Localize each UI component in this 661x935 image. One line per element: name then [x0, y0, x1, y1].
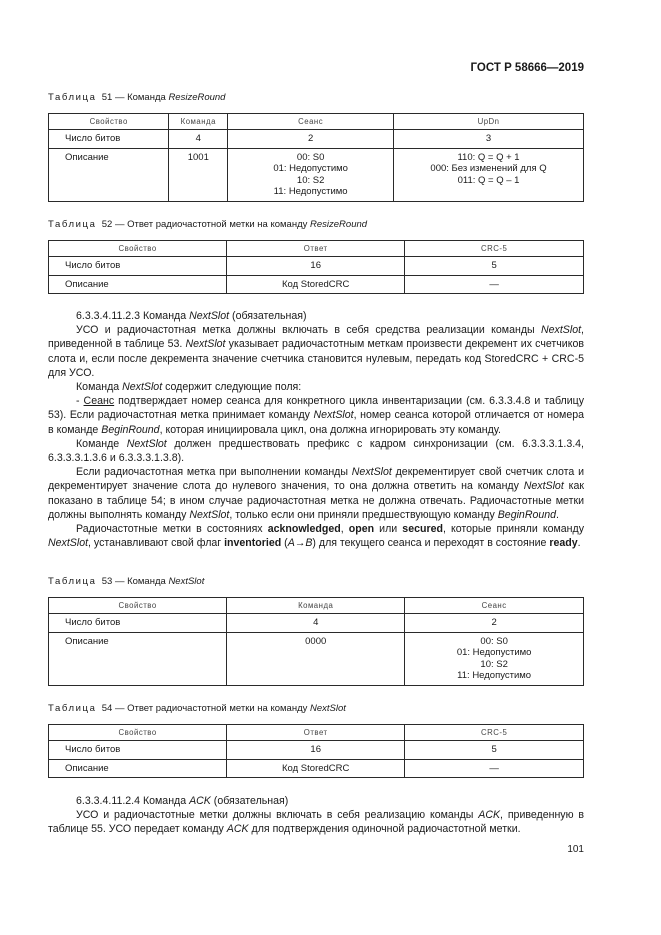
section-nextslot — [48, 309, 584, 550]
italic-term: NextSlot — [351, 466, 392, 479]
cell-line: 10: S2 — [480, 658, 508, 670]
table-nextslot — [48, 597, 584, 686]
cell-line: 110: Q = Q + 1 — [457, 151, 520, 163]
text-run: , номер сеанса которой отличается от номера в команде — [48, 409, 584, 436]
table-cell — [49, 257, 227, 276]
table-resizeround — [48, 113, 584, 202]
cell-line: 16 — [310, 260, 321, 271]
table-row — [49, 759, 584, 778]
italic-term: BeginRound — [497, 508, 557, 521]
text-run: . — [556, 508, 559, 521]
cell-line: Число битов — [65, 260, 121, 271]
text-run: для подтверждения одиночной радиочастотной метки. — [248, 823, 521, 836]
italic-term: BeginRound — [101, 423, 160, 436]
text-run: должен предшествовать префикс с кадром синхронизации (см. 6.3.3.3.1.3.4, 6.3.3.3.1.3.6 и 6.3.3.3.1.3.8). — [48, 437, 584, 465]
italic-term: NextSlot — [313, 409, 354, 422]
caption-command: ResizeRound — [168, 92, 226, 103]
table-cell — [227, 257, 405, 276]
text-run: УСО и радиочастотная метка должны включать в себя средства реализации команды — [76, 324, 541, 337]
table-cell — [227, 759, 405, 778]
text-run: подтверждает номер сеанса для конкретного цикла инвентаризации (см. 6.3.3.4.8 и таблицу 53). Если радиочастотная метка принимает команду — [48, 395, 584, 422]
column-header: Команда — [169, 114, 228, 130]
paragraph — [48, 323, 584, 380]
text-run: . — [577, 537, 581, 550]
table-row — [49, 614, 584, 633]
cell-line: Код StoredCRC — [282, 278, 350, 290]
caption-command: ResizeRound — [310, 219, 368, 230]
italic-term: NextSlot — [541, 324, 582, 337]
table-cell — [49, 130, 169, 149]
cell-line: Число битов — [65, 744, 121, 755]
bold-term: secured — [402, 523, 443, 536]
cell-line: 01: Недопустимо — [273, 163, 348, 174]
table-row — [49, 148, 584, 201]
cell-line: 00: S0 — [480, 635, 508, 647]
cell-line: 0000 — [305, 635, 327, 647]
cell-line: 16 — [310, 744, 321, 755]
bold-term: ready — [549, 537, 578, 550]
text-run: УСО и радиочастотные метки должны включать в себя реализацию команды — [76, 809, 479, 822]
italic-term: NextSlot — [523, 480, 564, 493]
text-run: Сеанс — [83, 395, 115, 408]
caption-label: Таблица — [48, 703, 97, 714]
caption-command: NextSlot — [168, 576, 205, 587]
table-cell — [49, 632, 227, 685]
caption-text: 51 — Команда — [101, 92, 169, 103]
column-header: Свойство — [49, 114, 169, 130]
table-cell — [228, 148, 394, 201]
table-cell — [169, 130, 228, 149]
table-cell — [227, 632, 405, 685]
table-resizeround-response — [48, 240, 584, 294]
text-run: Если радиочастотная метка при выполнении команды — [76, 466, 352, 479]
table-cell — [405, 759, 584, 778]
cell-line: 5 — [491, 744, 497, 755]
table-row — [49, 257, 584, 276]
table-header-row — [49, 241, 584, 257]
text-run: (обязательная) — [210, 795, 289, 807]
table-row — [49, 275, 584, 294]
paragraph — [48, 380, 584, 394]
cell-line: 4 — [313, 617, 319, 628]
cell-line: 10: S2 — [296, 174, 325, 186]
caption-label: Таблица — [48, 219, 97, 230]
text-run: 6.3.3.4.11.2.4 Команда — [76, 795, 190, 807]
paragraph — [48, 465, 584, 522]
table-caption — [48, 219, 367, 230]
table-cell — [49, 148, 169, 201]
table-cell — [228, 130, 394, 149]
text-run: , которая инициировала цикл, она должна игнорировать эту команду. — [159, 423, 501, 436]
cell-line: 11: Недопустимо — [273, 186, 348, 197]
section-heading — [48, 309, 584, 323]
text-run: Радиочастотные метки в состояниях — [76, 523, 268, 536]
table-cell — [169, 148, 228, 201]
section-ack — [48, 794, 584, 837]
table-cell — [405, 632, 584, 685]
cell-line: Число битов — [65, 617, 121, 628]
cell-line: 11: Недопустимо — [457, 670, 532, 681]
text-run: , которые приняли команду — [442, 523, 585, 536]
italic-term: A→B — [287, 537, 313, 550]
italic-term: ACK — [226, 823, 249, 836]
column-header: UpDn — [394, 114, 584, 130]
table-caption — [48, 92, 225, 103]
cell-line: 000: Без изменений для Q — [430, 163, 547, 174]
italic-term: NextSlot — [126, 437, 167, 450]
italic-term: NextSlot — [48, 537, 89, 550]
cell-line: 011: Q = Q – 1 — [457, 174, 520, 186]
caption-text: 54 — Ответ радиочастотной метки на команду — [101, 703, 311, 714]
table-cell — [49, 741, 227, 760]
table-cell — [227, 275, 405, 294]
column-header: Ответ — [227, 241, 405, 257]
table-header-row — [49, 725, 584, 741]
italic-term: ACK — [478, 809, 501, 822]
cell-line: — — [489, 762, 499, 774]
text-run: , только если они приняли предшествующую команду — [229, 508, 498, 521]
table-nextslot-response — [48, 724, 584, 778]
text-run: , приведенную в таблице 55. УСО передает команду — [48, 809, 585, 836]
cell-line: Описание — [65, 151, 109, 163]
caption-command: NextSlot — [310, 703, 346, 714]
text-run: , — [340, 523, 349, 536]
paragraph — [48, 394, 584, 437]
italic-term: NextSlot — [185, 338, 226, 351]
text-run: Команде — [76, 437, 127, 450]
table-cell — [394, 148, 584, 201]
cell-line: 01: Недопустимо — [456, 647, 532, 658]
text-run: , устанавливают свой флаг — [88, 537, 225, 550]
caption-label: Таблица — [48, 576, 97, 587]
table-row — [49, 632, 584, 685]
table-cell — [49, 759, 227, 778]
table-row — [49, 130, 584, 149]
page-number: 101 — [567, 844, 584, 855]
table-caption — [48, 576, 204, 587]
paragraph — [48, 522, 584, 550]
caption-text: 53 — Команда — [101, 576, 169, 587]
cell-line: Описание — [65, 635, 109, 647]
table-cell — [394, 130, 584, 149]
column-header: Свойство — [49, 241, 227, 257]
text-run: указывает радиочастотным меткам произвести декремент их счетчиков слота и, если после декремента значение счетчика становится нулевым, передать код StoredCRC + CRC-5 для УСО. — [48, 338, 584, 379]
text-run: ( — [281, 537, 288, 550]
column-header: Свойство — [49, 725, 227, 741]
text-run: (обязательная) — [229, 310, 307, 322]
section-heading — [48, 794, 584, 808]
text-run: содержит следующие поля: — [162, 381, 302, 394]
table-header-row — [49, 114, 584, 130]
cell-line: Код StoredCRC — [282, 762, 350, 774]
italic-term: NextSlot — [189, 310, 230, 322]
paragraph — [48, 808, 584, 836]
column-header: Сеанс — [405, 598, 584, 614]
bold-term: inventoried — [224, 537, 282, 550]
text-run: или — [374, 523, 403, 536]
cell-line: 1001 — [187, 151, 209, 163]
table-caption — [48, 703, 346, 714]
caption-text: 52 — Ответ радиочастотной метки на команду — [101, 219, 311, 230]
cell-line: 5 — [491, 260, 497, 271]
text-run: , приведенной в таблице 53. — [48, 324, 584, 351]
table-header-row — [49, 598, 584, 614]
bold-term: acknowledged — [267, 523, 341, 536]
table-cell — [405, 275, 584, 294]
cell-line: 4 — [195, 133, 201, 144]
paragraph — [48, 437, 584, 465]
text-run: - — [76, 395, 84, 408]
text-run: декрементирует свой счетчик слота и декрементирует значение слота до нулевого значения, то она должна ответить на команду — [48, 466, 585, 493]
italic-term: ACK — [189, 795, 211, 807]
cell-line: Описание — [65, 278, 109, 290]
table-cell — [405, 257, 584, 276]
text-run: ) для текущего сеанса и переходят в состояние — [312, 537, 550, 550]
cell-line: 00: S0 — [296, 151, 325, 163]
column-header: CRC-5 — [405, 241, 584, 257]
cell-line: Число битов — [65, 133, 121, 144]
italic-term: NextSlot — [189, 508, 230, 521]
table-row — [49, 741, 584, 760]
text-run: как показано в таблице 54; в ином случае радиочастотная метка не должна отвечать. Радиочастотные метки должны выполнять команду — [48, 480, 584, 521]
bold-term: open — [348, 523, 375, 536]
text-run: Команда — [76, 381, 123, 394]
caption-label: Таблица — [48, 92, 97, 103]
table-cell — [405, 741, 584, 760]
table-cell — [227, 614, 405, 633]
column-header: Сеанс — [228, 114, 394, 130]
text-run: 6.3.3.4.11.2.3 Команда — [76, 310, 190, 322]
italic-term: NextSlot — [122, 381, 163, 394]
column-header: Ответ — [227, 725, 405, 741]
table-cell — [227, 741, 405, 760]
cell-line: Описание — [65, 762, 109, 774]
standard-header: ГОСТ Р 58666—2019 — [470, 62, 584, 74]
cell-line: 2 — [491, 617, 497, 628]
table-cell — [49, 275, 227, 294]
cell-line: 2 — [307, 133, 314, 144]
cell-line: — — [489, 278, 499, 290]
cell-line: 3 — [485, 133, 492, 144]
column-header: Команда — [227, 598, 405, 614]
column-header: CRC-5 — [405, 725, 584, 741]
column-header: Свойство — [49, 598, 227, 614]
table-cell — [49, 614, 227, 633]
table-cell — [405, 614, 584, 633]
